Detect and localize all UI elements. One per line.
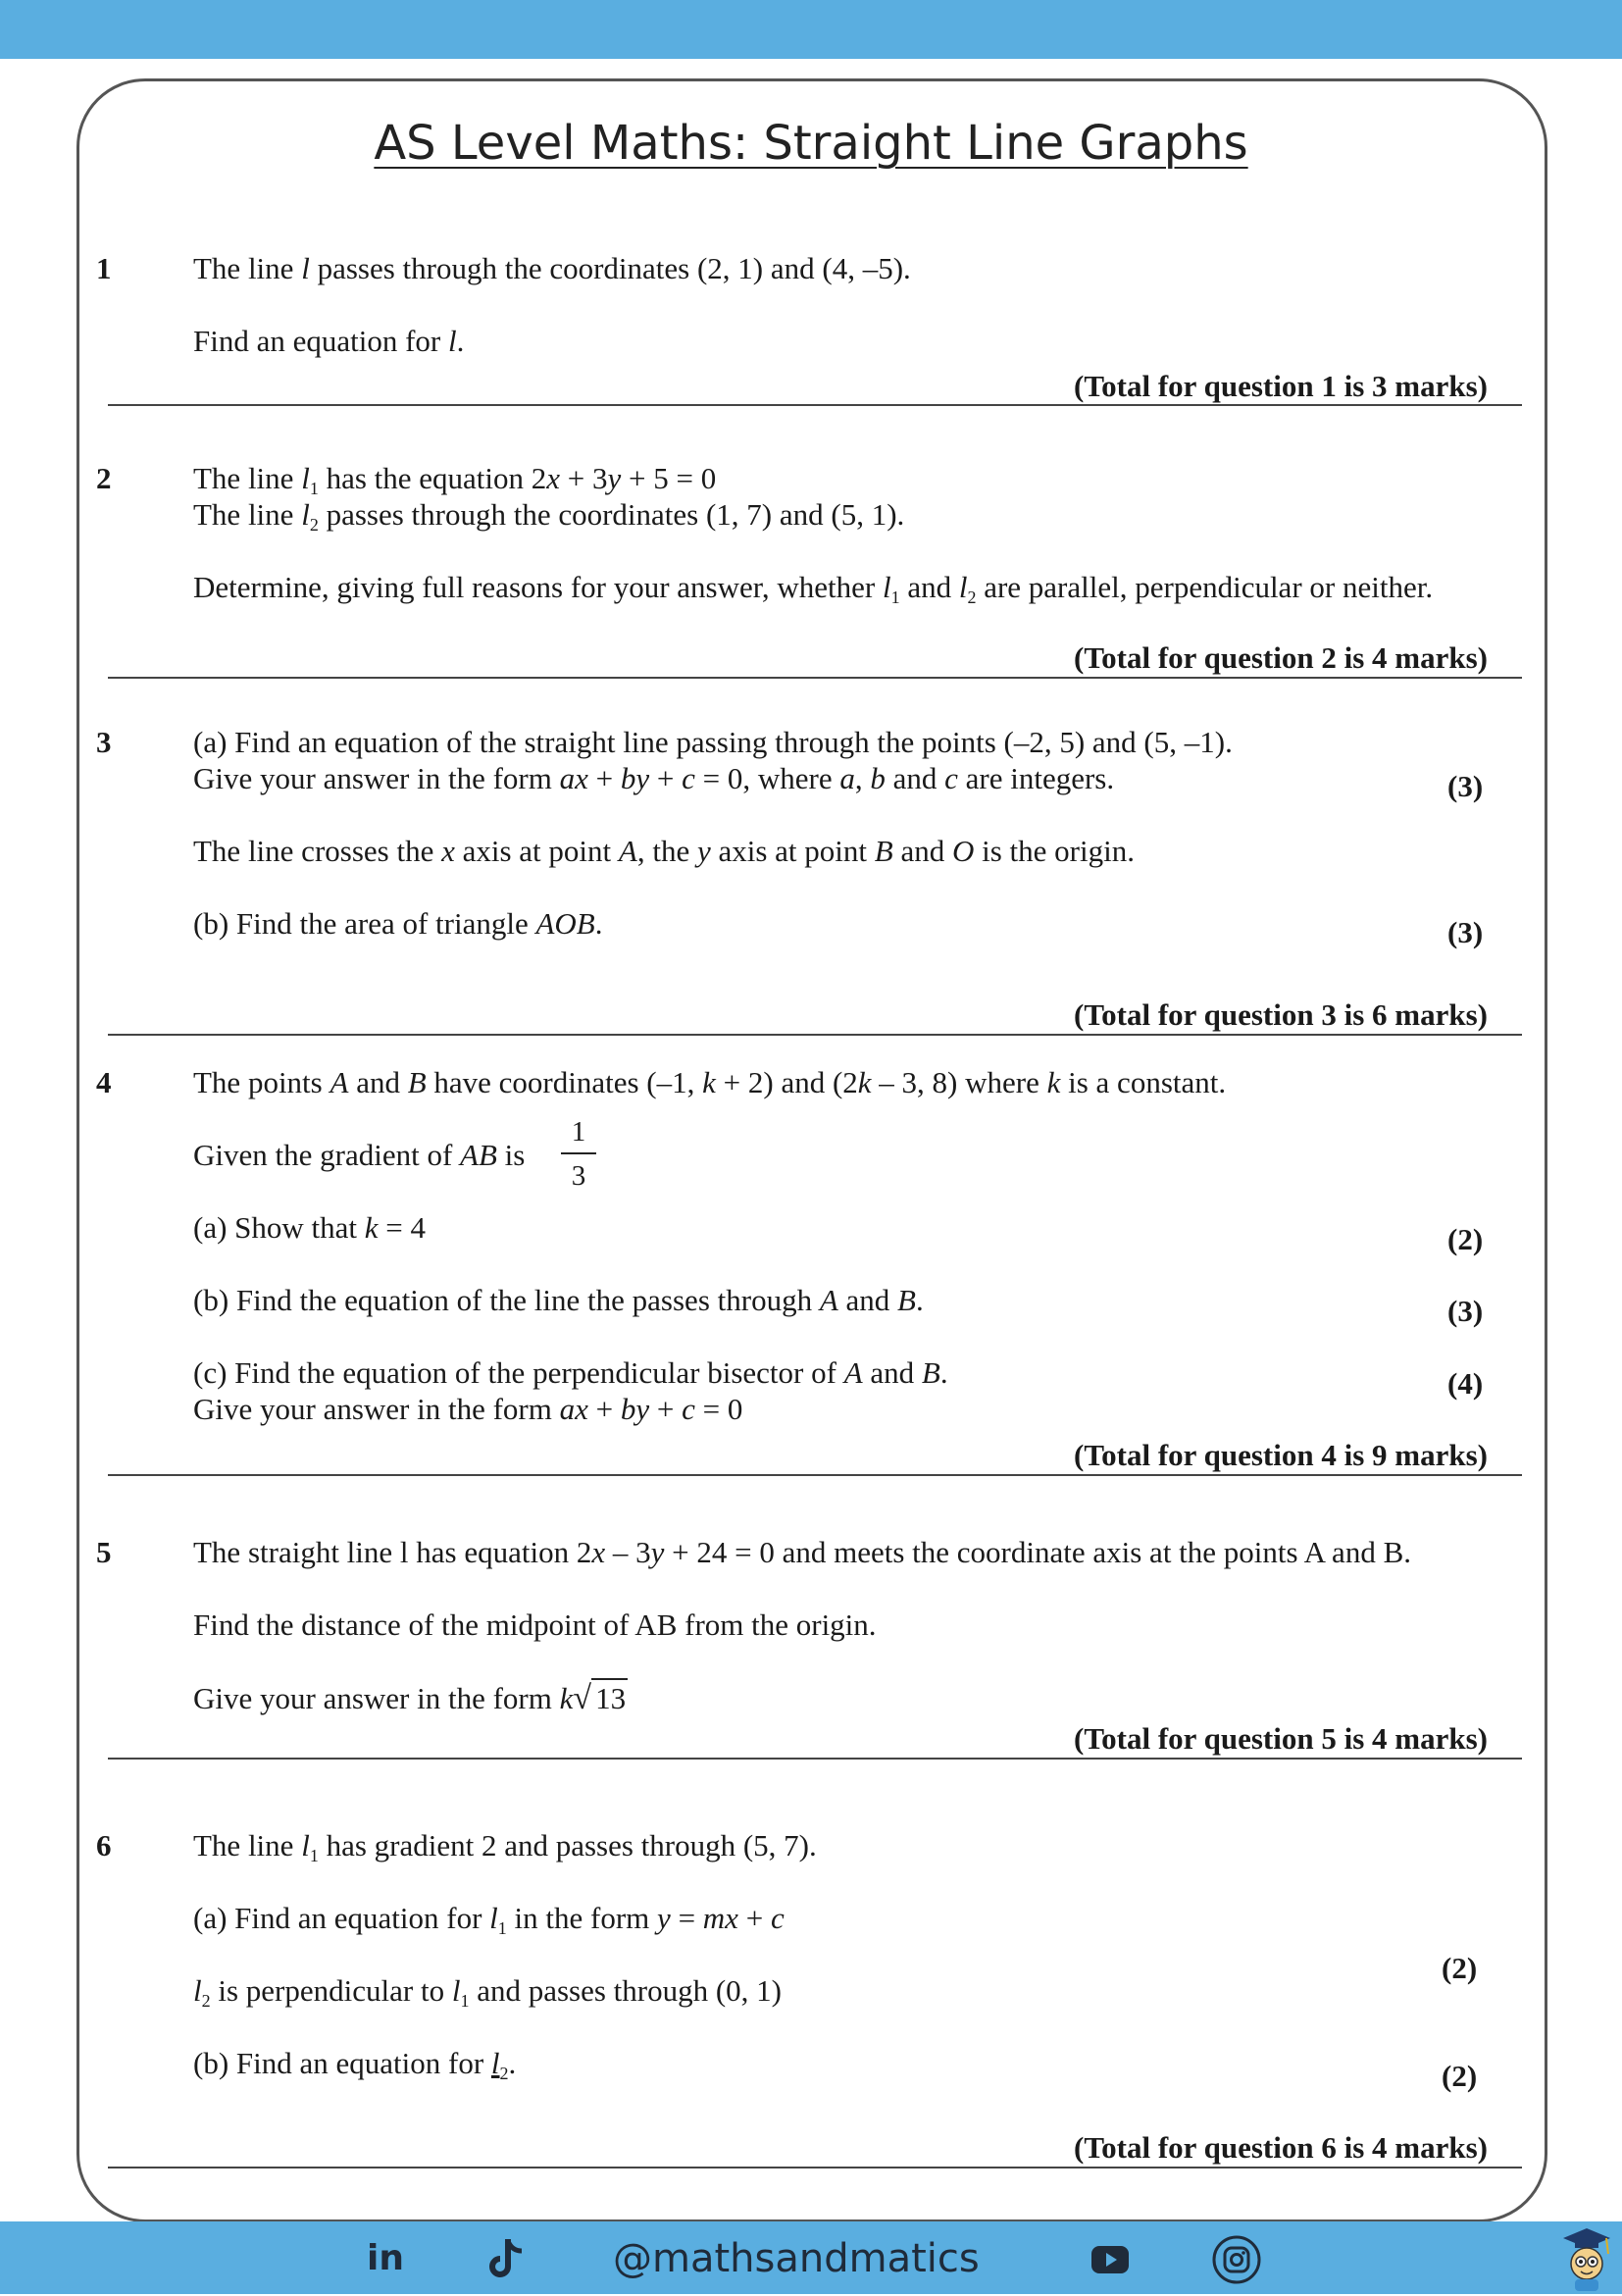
q4-total: (Total for question 4 is 9 marks) (1074, 1438, 1488, 1472)
question-1-number: 1 (96, 251, 112, 285)
q6-part-a-marks: (2) (1442, 1951, 1478, 1985)
q2-line-2: The line $l_2$ passes through the coordinates (1, 7) and (5, 1). (193, 497, 905, 535)
q5-total: (Total for question 5 is 4 marks) (1074, 1721, 1488, 1756)
question-5-number: 5 (96, 1535, 112, 1569)
q1-total: (Total for question 1 is 3 marks) (1074, 369, 1488, 403)
q3-part-b: (b) Find the area of triangle AOB. (193, 906, 603, 941)
q6-context: $l_2$ is perpendicular to $l_1$ and passes through (0, 1) (193, 1973, 783, 2011)
divider (108, 2167, 1522, 2168)
q3-context: The line crosses the x axis at point A, the y axis at point B and O is the origin. (193, 834, 1135, 868)
q2-line-1: The line $l_1$ has the equation 2x + 3y + 5 = 0 (193, 461, 717, 498)
q6-part-b-marks: (2) (1442, 2059, 1478, 2093)
q6-part-b: (b) Find an equation for $l_2$. (193, 2046, 517, 2083)
question-3-number: 3 (96, 725, 112, 759)
q6-total: (Total for question 6 is 4 marks) (1074, 2130, 1488, 2165)
q4-part-a-marks: (2) (1447, 1222, 1484, 1256)
q4-part-b: (b) Find the equation of the line the passes through A and B. (193, 1283, 924, 1317)
divider (108, 404, 1522, 406)
instagram-icon[interactable] (1212, 2235, 1261, 2289)
tiktok-icon[interactable] (486, 2237, 526, 2285)
q4-part-c-line-1: (c) Find the equation of the perpendicular bisector of A and B. (193, 1355, 948, 1390)
youtube-icon[interactable] (1090, 2245, 1130, 2279)
divider (108, 1758, 1522, 1760)
page-title: AS Level Maths: Straight Line Graphs (374, 116, 1248, 171)
q4-part-c-line-2: Give your answer in the form ax + by + c = 0 (193, 1392, 743, 1426)
question-6-number: 6 (96, 1828, 112, 1862)
q6-line-1: The line $l_1$ has gradient 2 and passes through (5, 7). (193, 1828, 817, 1865)
q4-part-b-marks: (3) (1447, 1294, 1484, 1328)
linkedin-icon[interactable]: in (367, 2238, 404, 2278)
mascot-icon (1559, 2224, 1614, 2296)
question-2-number: 2 (96, 461, 112, 495)
q5-line-2: Find the distance of the midpoint of AB from the origin. (193, 1607, 877, 1642)
q1-line-2: Find an equation for l. (193, 324, 465, 358)
q2-line-3: Determine, giving full reasons for your answer, whether $l_1$ and $l_2$ are parallel, perpendicular or neither. (193, 570, 1434, 607)
divider (108, 677, 1522, 679)
q2-total: (Total for question 2 is 4 marks) (1074, 640, 1488, 675)
q4-line-1: The points A and B have coordinates (–1, k + 2) and (2k – 3, 8) where k is a constant. (193, 1065, 1227, 1099)
divider (108, 1474, 1522, 1476)
question-4-number: 4 (96, 1065, 112, 1099)
q4-part-a: (a) Show that k = 4 (193, 1210, 427, 1245)
q3-part-b-marks: (3) (1447, 915, 1484, 949)
top-banner (0, 0, 1622, 59)
q3-part-a-line-2: Give your answer in the form ax + by + c = 0, where a, b and c are integers. (193, 761, 1115, 795)
q4-line-2: Given the gradient of AB is (193, 1138, 526, 1172)
social-handle[interactable]: @mathsandmatics (613, 2236, 980, 2281)
q4-part-c-marks: (4) (1447, 1366, 1484, 1401)
q5-line-1: The straight line l has equation 2x – 3y + 24 = 0 and meets the coordinate axis at the points A and B. (193, 1535, 1411, 1569)
q3-part-a-marks: (3) (1447, 769, 1484, 803)
q5-line-3: Give your answer in the form k√ 13 (193, 1680, 627, 1716)
q3-part-a-line-1: (a) Find an equation of the straight line passing through the points (–2, 5) and (5, –1). (193, 725, 1233, 759)
q3-total: (Total for question 3 is 6 marks) (1074, 997, 1488, 1032)
q1-line-1: The line l passes through the coordinates (2, 1) and (4, –5). (193, 251, 911, 285)
q6-part-a: (a) Find an equation for $l_1$ in the form y = mx + c (193, 1901, 785, 1938)
divider (108, 1034, 1522, 1036)
fraction-one-third: 1 3 (561, 1118, 596, 1191)
